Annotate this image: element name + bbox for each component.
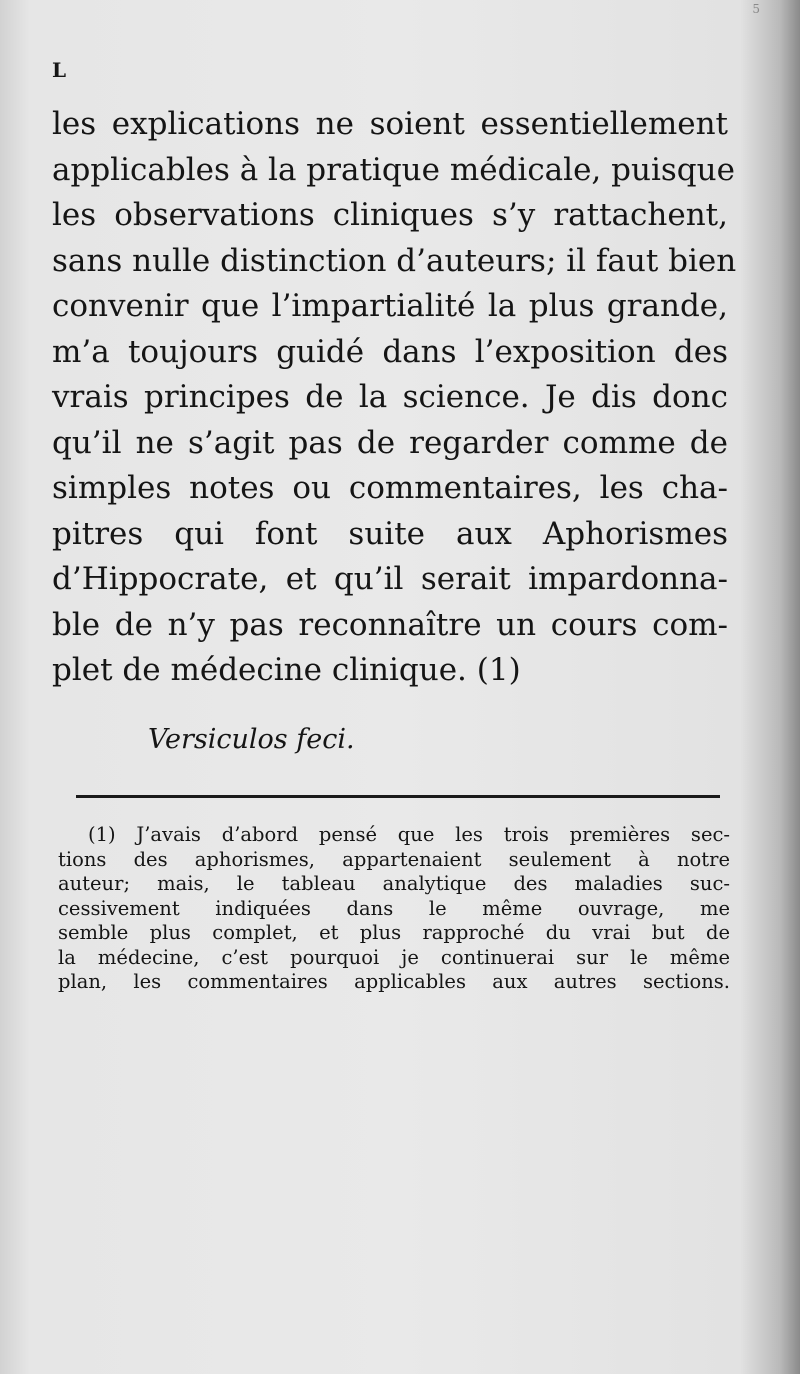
corner-mark: 5 — [752, 2, 760, 16]
text-line: les observations cliniques s’y rattachent, — [52, 197, 728, 233]
text-line: applicables à la pratique médicale, puisque — [52, 151, 735, 188]
text-line: m’a toujours guidé dans l’exposition des — [52, 333, 728, 370]
footnote-line: semble plus complet, et plus rapproché du vrai but de — [58, 921, 730, 944]
text-line: ble de n’y pas reconnaître un cours com- — [52, 606, 728, 643]
text-line: qu’il ne s’agit pas de regarder comme de — [52, 424, 728, 461]
text-line: sans nulle distinction d’auteurs; il faut bien — [52, 242, 737, 279]
text-line: les explications ne soient essentiellement — [52, 106, 728, 142]
text-line: plet de médecine clinique. (1) — [52, 652, 521, 688]
footnote-divider — [76, 795, 720, 798]
footnote-line: tions des aphorismes, appartenaient seulement à notre — [58, 847, 730, 871]
footnote-line: cessivement indiquées dans le même ouvrage, me — [58, 896, 730, 920]
page-number: L — [52, 58, 68, 82]
main-paragraph — [52, 102, 737, 694]
text-line: simples notes ou commentaires, les cha- — [52, 470, 728, 506]
text-line: d’Hippocrate, et qu’il serait impardonna- — [52, 561, 728, 597]
footnote-line: la médecine, c’est pourquoi je continuerai sur le même — [58, 945, 730, 969]
text-line: pitres qui font suite aux Aphorismes — [52, 515, 728, 552]
footnote-line: (1) J’avais d’abord pensé que les trois premières sec- — [88, 823, 730, 846]
footnote-line: auteur; mais, le tableau analytique des maladies suc- — [58, 872, 730, 895]
text-line: convenir que l’impartialité la plus grande, — [52, 288, 728, 324]
footnote — [58, 823, 730, 995]
text-line: vrais principes de la science. Je dis donc — [52, 379, 728, 415]
signature-line: Versiculos feci. — [148, 724, 355, 755]
footnote-line: plan, les commentaires applicables aux autres sections. — [58, 970, 730, 993]
